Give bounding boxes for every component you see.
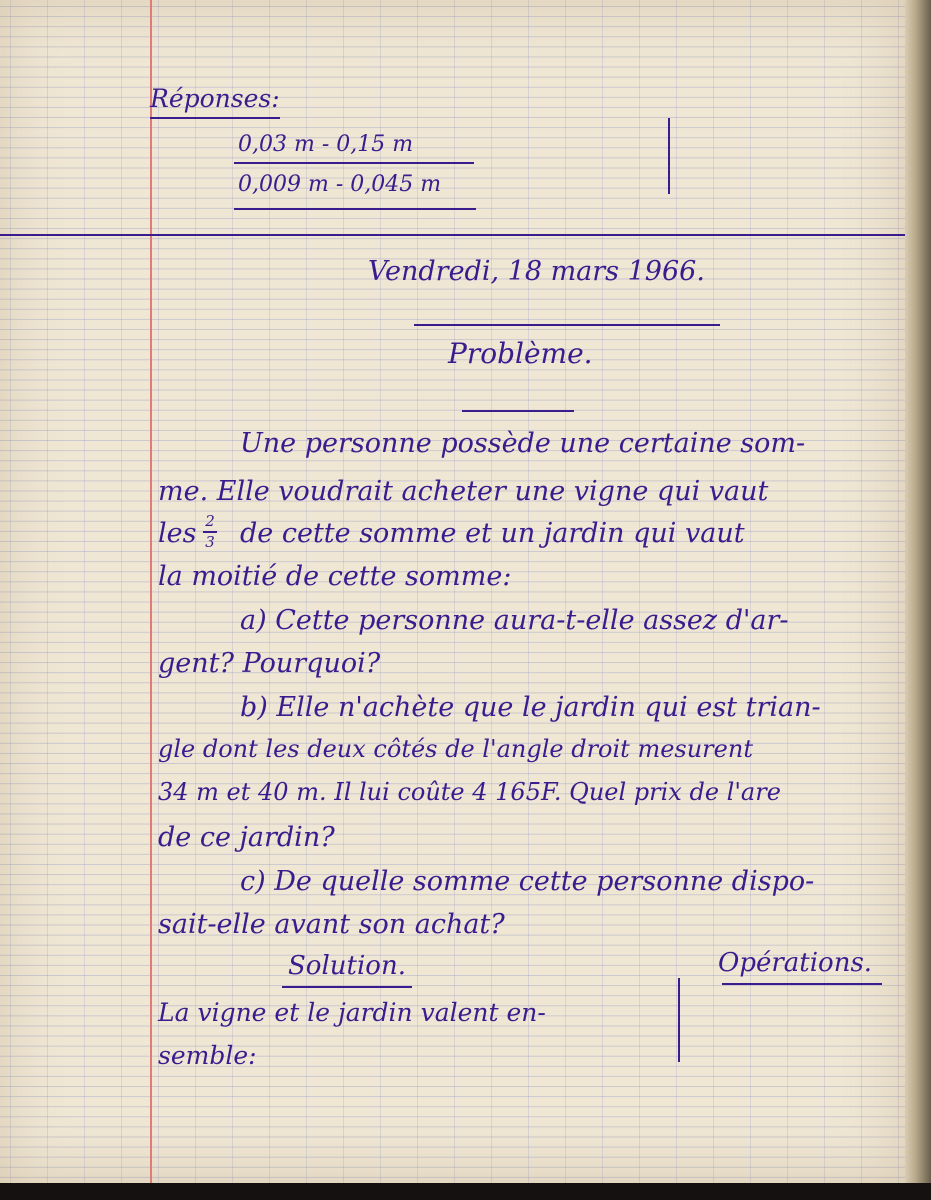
question-a-line-2: gent? Pourquoi? (158, 648, 381, 679)
reponses-line-2: 0,009 m - 0,045 m (238, 172, 442, 197)
problem-line-3-post: de cette somme et un jardin qui vaut (240, 518, 745, 549)
date-underline (414, 324, 720, 326)
fraction-denominator: 3 (203, 531, 217, 551)
problem-line-1: Une personne possède une certaine som- (240, 428, 806, 459)
operations-heading-underline (722, 983, 882, 985)
reponses-line-2-underline (234, 208, 476, 210)
reponses-line-1: 0,03 m - 0,15 m (238, 132, 414, 157)
reponses-label: Réponses: (150, 84, 280, 113)
fraction-two-thirds (203, 512, 217, 551)
operations-heading: Opérations. (718, 948, 873, 978)
question-b-line-2: gle dont les deux côtés de l'angle droit mesurent (158, 735, 753, 763)
reponses-line-1-underline (234, 162, 474, 164)
margin-line (150, 0, 152, 1183)
problem-line-3-pre: les (158, 518, 197, 549)
question-b-line-4: de ce jardin? (158, 822, 335, 853)
question-b-line-1: b) Elle n'achète que le jardin qui est trian- (240, 692, 821, 723)
question-b-line-3: 34 m et 40 m. Il lui coûte 4 165F. Quel prix de l'are (158, 778, 781, 806)
page-bottom-edge (0, 1183, 931, 1200)
question-c-line-1: c) De quelle somme cette personne dispo- (240, 866, 815, 897)
solution-line-1: La vigne et le jardin valent en- (158, 998, 546, 1027)
notebook-gutter (905, 0, 931, 1183)
solution-heading-underline (282, 986, 412, 988)
solution-heading: Solution. (288, 951, 406, 981)
reponses-vertical-bar (668, 118, 670, 194)
operations-divider (678, 978, 680, 1062)
day-separator-line (0, 234, 905, 236)
problem-title: Problème. (448, 337, 593, 370)
question-c-line-2: sait-elle avant son achat? (158, 909, 505, 940)
solution-line-2: semble: (158, 1041, 257, 1070)
problem-line-4: la moitié de cette somme: (158, 561, 512, 592)
question-a-line-1: a) Cette personne aura-t-elle assez d'ar- (240, 605, 789, 636)
reponses-underline (150, 117, 280, 119)
date-heading: Vendredi, 18 mars 1966. (368, 256, 705, 287)
problem-title-underline (462, 410, 574, 412)
problem-line-2: me. Elle voudrait acheter une vigne qui vaut (158, 476, 769, 507)
fraction-numerator: 2 (205, 512, 215, 530)
